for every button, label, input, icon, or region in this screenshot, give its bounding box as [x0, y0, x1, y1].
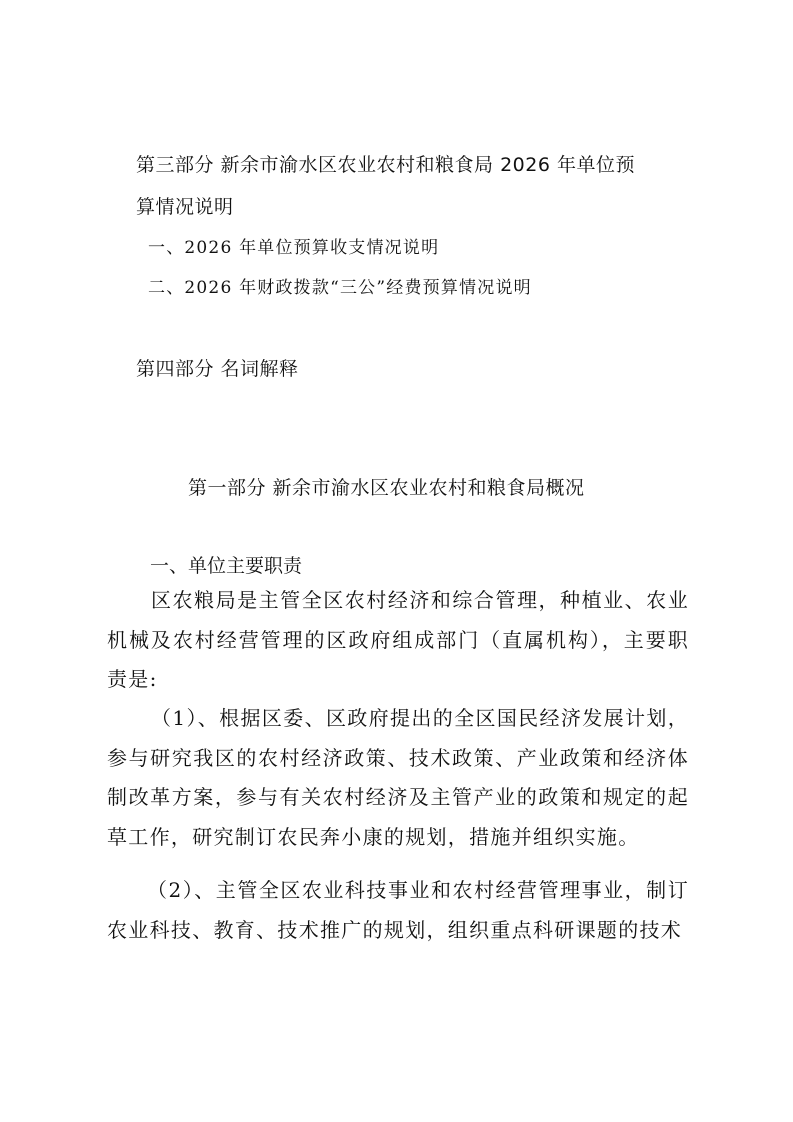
paragraph-duty-1: （1）、根据区委、区政府提出的全区国民经济发展计划，参与研究我区的农村经济政策、技术政策、产业政策和经济体制改革方案，参与有关农村经济及主管产业的政策和规定的起草工作，研究制订农民奔小康的规划，措施并组织实施。	[107, 706, 689, 849]
toc-part4: 第四部分 名词解释	[136, 358, 299, 380]
toc-part3-item2: 二、2026 年财政拨款“三公”经费预算情况说明	[148, 278, 532, 298]
paragraph-duty-2: （2）、主管全区农业科技事业和农村经营管理事业，制订农业科技、教育、技术推广的规划，组织重点科研课题的技术	[107, 878, 689, 942]
toc-part3-line1: 第三部分 新余市渝水区农业农村和粮食局 2026 年单位预	[136, 154, 635, 176]
toc-part3-item1: 一、2026 年单位预算收支情况说明	[148, 238, 440, 258]
toc-part3-line2: 算情况说明	[136, 196, 234, 218]
paragraph-intro: 区农粮局是主管全区农村经济和综合管理，种植业、农业机械及农村经营管理的区政府组成部门（直属机构），主要职责是:	[107, 588, 689, 691]
section-title: 第一部分 新余市渝水区农业农村和粮食局概况	[188, 477, 585, 499]
section-heading-duties: 一、单位主要职责	[150, 555, 303, 577]
